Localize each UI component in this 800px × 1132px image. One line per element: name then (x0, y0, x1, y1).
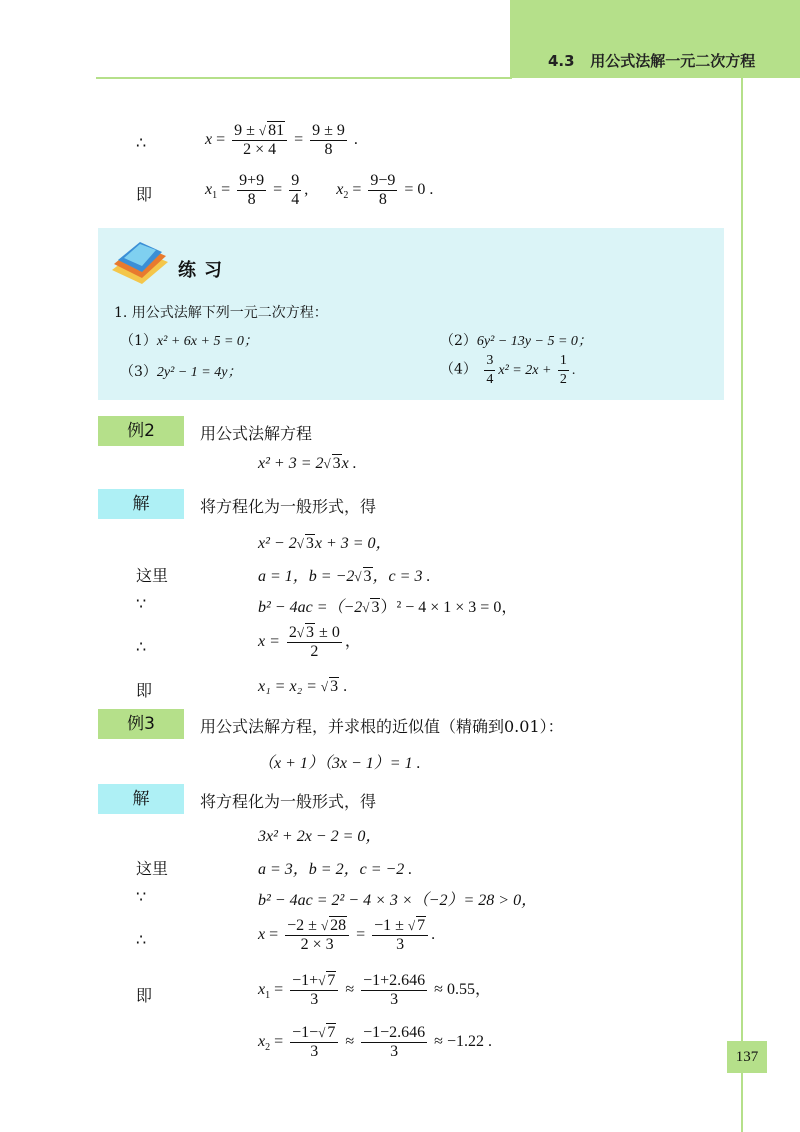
because-symbol: ∵ (136, 887, 147, 906)
solution-3-desc: 将方程化为一般形式，得 (200, 792, 377, 811)
solution-2-desc: 将方程化为一般形式，得 (200, 497, 377, 516)
practice-item-1: （1）x² + 6x + 5 = 0； (120, 333, 258, 349)
solution-2-discriminant: b² − 4ac =（−2√ 3）² − 4 × 1 × 3 = 0， (258, 599, 518, 616)
solution-2-tag: 解 (98, 489, 184, 519)
solution-2-roots: x₁ = x₂ = √ 3 . (258, 678, 348, 695)
page-number: 137 (727, 1041, 767, 1073)
here-label: 这里 (136, 566, 169, 585)
solution-2-x: x = $\frac{2√ 3 \pm 0}{2}$ ， (258, 624, 361, 660)
therefore-symbol: ∴ (136, 637, 147, 656)
side-rule (741, 78, 743, 1132)
solution-3-root-1: $x_1$ = $\frac{-1+√ 7}{3}$ ≈ $\frac{-1+2.646}{3}$ ≈ 0.55， (258, 972, 491, 1008)
solution-3-general-form: 3x² + 2x − 2 = 0， (258, 828, 382, 845)
solution-2-coefficients: a = 1，b = −2√ 3，c = 3 . (258, 568, 431, 585)
example-2-desc: 用公式法解方程 (200, 424, 313, 443)
top-equation-x: x = $\frac{9 \pm √ 81}{2 \times 4}$ = $\frac{9 \pm 9}{8}$ . (205, 122, 358, 158)
therefore-symbol: ∴ (136, 133, 147, 152)
solution-3-coefficients: a = 3，b = 2，c = −2 . (258, 861, 413, 878)
ie-label: 即 (136, 185, 153, 204)
solution-3-discriminant: b² − 4ac = 2² − 4 × 3 ×（−2）= 28 > 0， (258, 892, 538, 909)
solution-2-general-form: x² − 2√ 3x + 3 = 0， (258, 535, 392, 552)
here-label: 这里 (136, 859, 169, 878)
example-2-equation: x² + 3 = 2√ 3x . (258, 455, 357, 472)
example-3-tag: 例3 (98, 709, 184, 739)
practice-question: 1. 用公式法解下列一元二次方程： (114, 305, 328, 321)
chapter-header: 4.3 用公式法解一元二次方程 (548, 52, 756, 70)
header-rule (96, 77, 512, 79)
solution-3-tag: 解 (98, 784, 184, 814)
practice-item-2: （2）6y² − 13y − 5 = 0； (440, 333, 592, 349)
practice-item-4: （4） $\frac{3}{4}$ x² = 2x + $\frac{1}{2}$ . (440, 353, 576, 387)
ie-label: 即 (136, 986, 153, 1005)
example-2-tag: 例2 (98, 416, 184, 446)
solution-3-root-2: $x_2$ = $\frac{-1-√ 7}{3}$ ≈ $\frac{-1-2.646}{3}$ ≈ −1.22 . (258, 1024, 492, 1060)
because-symbol: ∵ (136, 594, 147, 613)
example-3-desc: 用公式法解方程，并求根的近似值（精确到0.01）： (200, 717, 564, 736)
practice-item-3: （3）2y² − 1 = 4y； (120, 364, 242, 380)
solution-3-x: x = $\frac{-2 \pm √ 28}{2 \times 3}$ = $\frac{-1 \pm √ 7}{3}$ . (258, 917, 436, 953)
example-3-equation: （x + 1）（3x − 1）= 1 . (258, 755, 421, 772)
top-roots: $x_1$ = $\frac{9+9}{8}$ = $\frac{9}{4}$ , $x_2$ = $\frac{9-9}{8}$ = 0 . (205, 172, 434, 208)
therefore-symbol: ∴ (136, 930, 147, 949)
books-icon (108, 240, 172, 290)
ie-label: 即 (136, 681, 153, 700)
practice-title: 练习 (178, 260, 230, 281)
